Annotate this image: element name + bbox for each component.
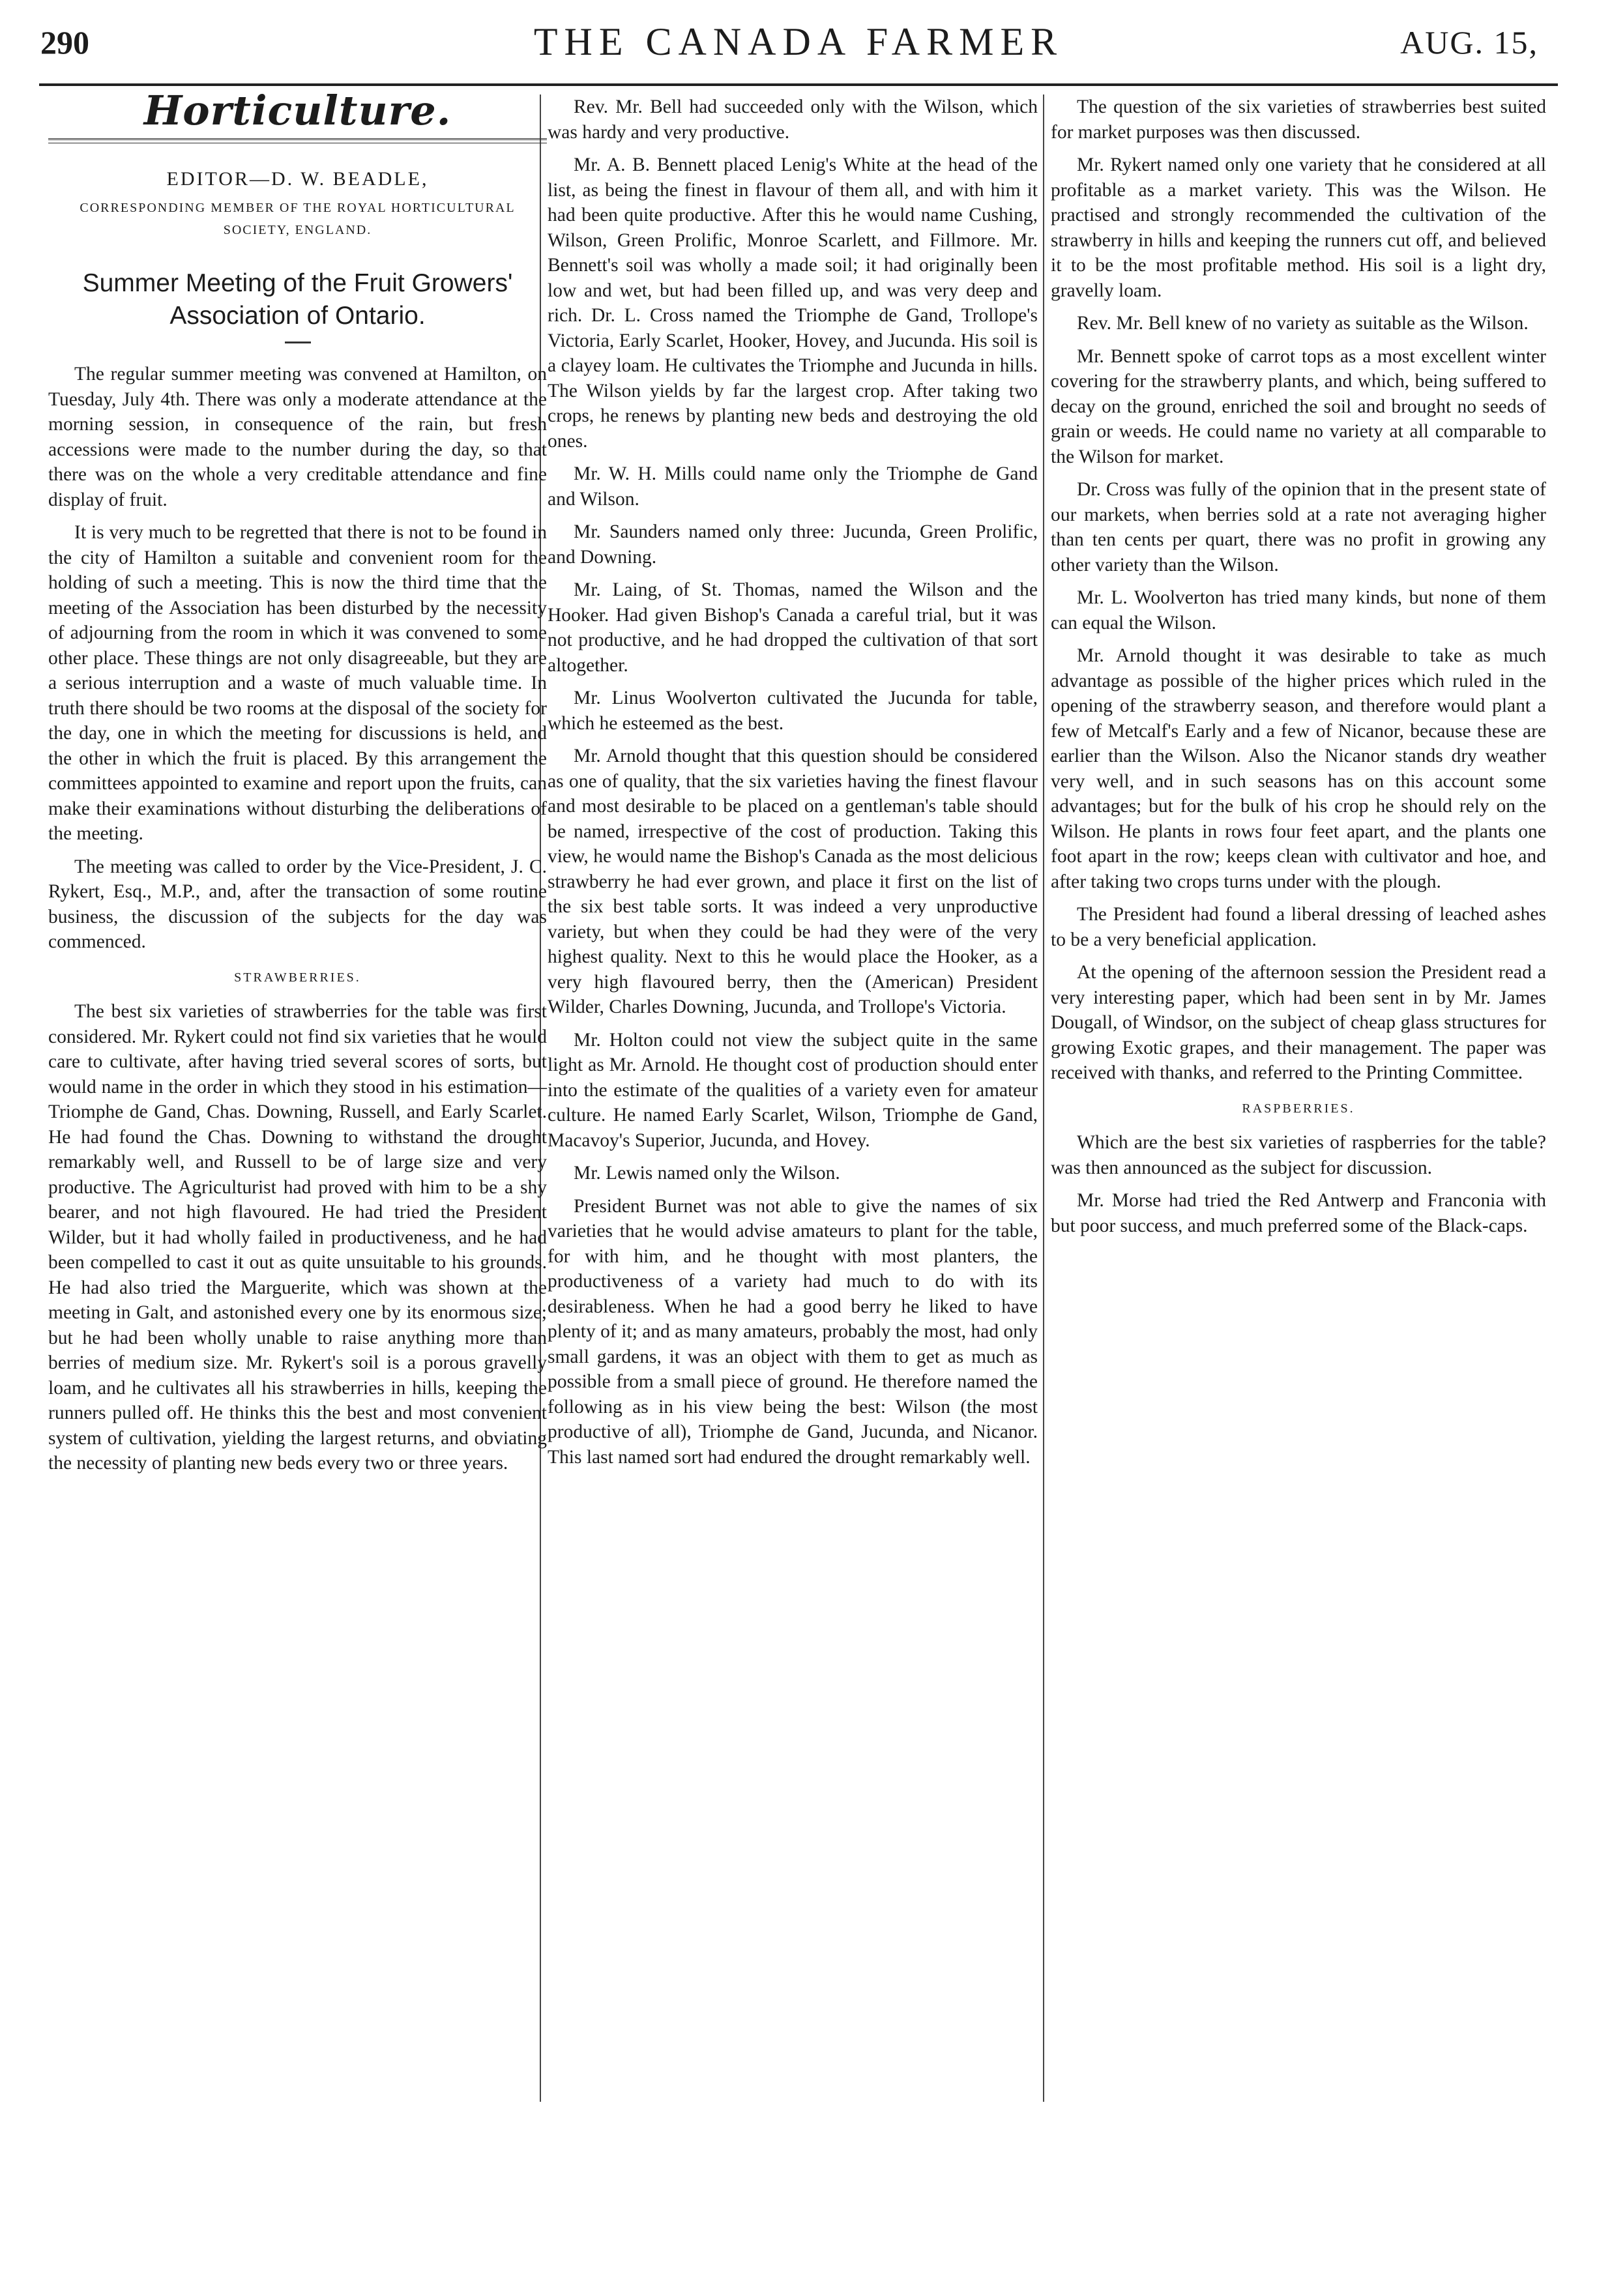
page-header (0, 0, 1597, 78)
paragraph: The best six varieties of strawberries for the table was first considered. Mr. Rykert could not find six varieties that he would care to cultivate, after having tried several scores of sorts, but would name in the order in which they stood in his estimation—Triomphe de Gand, Chas. Downing, Russell, and Early Scarlet. He had found the Chas. Downing to withstand the drought remarkably well, and Russell to be of large size and very productive. The Agriculturist had proved with him to be a shy bearer, and not high flavoured. He had tried the President Wilder, but it had wholly failed in productiveness, and he had been compelled to cast it out as quite unsuitable to his grounds. He had also tried the Marguerite, which was shown at the meeting in Galt, and astonished every one by its enormous size; but he had been wholly unable to raise anything more than berries of medium size. Mr. Rykert's soil is a porous gravelly loam, and he cultivates all his strawberries in hills, keeping the runners pulled off. He thinks this the best and most convenient system of cultivation, yielding the largest returns, and obviating the necessity of planting new beds every two or three years. (48, 1001, 547, 1474)
paragraph: Mr. Rykert named only one variety that he considered at all profitable as a market variety. This was the Wilson. He practised and strongly recommended the cultivation of the strawberry in hills and keeping the runners cut off, and believed it to be the most profitable method. His soil is a light dry, gravelly loam. (1051, 154, 1546, 301)
paragraph: Mr. Arnold thought that this question should be considered as one of quality, that the six varieties having the finest flavour and most desirable to be placed on a gentleman's table should be named, irrespective of the cost of production. Taking this view, he would name the Bishop's Canada as the most delicious strawberry he had ever grown, and place it first on the list of the six best table sorts. It was indeed a very unproductive variety, but when they could be had they were of the very highest quality. Next to this he would place the Hooker, as a very high flavoured berry, then the (American) President Wilder, Charles Downing, Jucunda, and Trollope's Victoria. (548, 746, 1038, 1017)
editor-line: EDITOR—D. W. BEADLE, (166, 167, 429, 190)
subhead-strawberries: STRAWBERRIES. (234, 970, 361, 985)
paragraph: Mr. Laing, of St. Thomas, named the Wilson and the Hooker. Had given Bishop's Canada a careful trial, but it was not productive, and he had dropped the cultivation of that sort altogether. (548, 579, 1038, 676)
header-rule (39, 83, 1558, 86)
paragraph: Rev. Mr. Bell knew of no variety as suitable as the Wilson. (1077, 313, 1529, 334)
paragraph: Mr. Morse had tried the Red Antwerp and Franconia with but poor success, and much preferred some of the Black-caps. (1051, 1190, 1546, 1236)
editor-credit: CORRESPONDING MEMBER OF THE ROYAL HORTICULTURAL SOCIETY, ENGLAND. (80, 201, 516, 237)
paragraph: Mr. Linus Woolverton cultivated the Jucunda for table, which he esteemed as the best. (548, 688, 1038, 734)
paragraph: Mr. Saunders named only three: Jucunda, Green Prolific, and Downing. (548, 521, 1038, 568)
paragraph: At the opening of the afternoon session the President read a very interesting paper, which had been sent in by Mr. James Dougall, of Windsor, on the subject of cheap glass structures for growing Exotic grapes, and their management. The paper was received with thanks, and referred to the Printing Committee. (1051, 962, 1546, 1083)
paragraph: Mr. Lewis named only the Wilson. (574, 1163, 840, 1184)
column-1 (48, 87, 547, 1484)
paragraph: The regular summer meeting was convened at Hamilton, on Tuesday, July 4th. There was only a moderate attendance at the morning session, in consequence of the rain, but fresh accessions were made to the number during the day, so that there was on the whole a very creditable attendance and fine display of fruit. (48, 364, 547, 510)
article-title: Summer Meeting of the Fruit Growers' Association of Ontario. (82, 269, 513, 330)
paragraph: Which are the best six varieties of raspberries for the table? was then announced as the subject for discussion. (1051, 1132, 1546, 1178)
paragraph: Mr. L. Woolverton has tried many kinds, but none of them can equal the Wilson. (1051, 587, 1546, 633)
paragraph: Rev. Mr. Bell had succeeded only with the Wilson, which was hardy and very productive. (548, 96, 1038, 143)
page-number: 290 (40, 24, 89, 61)
column-divider (1043, 94, 1044, 2102)
paragraph: It is very much to be regretted that there is not to be found in the city of Hamilton a suitable and convenient room for the holding of such a meeting. This is now the third time that the meeting of the Association has been disturbed by the necessity of adjourning from the room in which it was convened to some other place. These things are not only disagreeable, but they are a serious interruption and a waste of much valuable time. In truth there should be two rooms at the disposal of the society for the day, one in which the meeting for discussions is held, and the other in which the fruit is placed. By this arrangement the committees appointed to examine and report upon the fruits, can make their examinations without disturbing the deliberations of the meeting. (48, 522, 547, 844)
subhead-raspberries: RASPBERRIES. (1242, 1101, 1355, 1116)
paragraph: Mr. W. H. Mills could name only the Triomphe de Gand and Wilson. (548, 463, 1038, 510)
paragraph: Mr. Bennett spoke of carrot tops as a most excellent winter covering for the strawberry plants, and which, being suffered to decay on the ground, enriched the soil and brought no seeds of grain or weeds. He could name no variety at all comparable to the Wilson for market. (1051, 345, 1546, 467)
column-3 (1051, 94, 1546, 1246)
title-dash (285, 341, 311, 343)
issue-date: AUG. 15, (1400, 24, 1538, 61)
department-rule (48, 138, 547, 143)
paragraph: Mr. A. B. Bennett placed Lenig's White at the head of the list, as being the finest in flavour of them all, and with him it had been quite productive. After this he would name Cushing, Wilson, Green Prolific, Monroe Scarlett, and Fillmore. Mr. Bennett's soil was wholly a made soil; it had originally been low and wet, but had been filled up, and was very deep and rich. Dr. L. Cross named the Triomphe de Gand, Trollope's Victoria, Early Scarlet, Hooker, Hovey, and Jucunda. His soil is a clayey loam. He cultivates the Triomphe and Jucunda in hills. The Wilson yields by far the largest crop. After taking two crops, he renews by planting new beds and destroying the old ones. (548, 154, 1038, 452)
paragraph: President Burnet was not able to give the names of six varieties that he would advise amateurs to plant for the table, for with him, and he thought with most planters, the productiveness of a variety had much to do with its desirableness. When he had a good berry he liked to have plenty of it; and as many amateurs, probably the most, had only small gardens, it was an object with them to get as much as possible from a small piece of ground. He therefore named the following as in his view being the best: Wilson (the most productive of all), Triomphe de Gand, Jucunda, and Nicanor. This last named sort had endured the drought remarkably well. (548, 1195, 1038, 1468)
column-2 (548, 94, 1038, 1477)
paragraph: Mr. Holton could not view the subject quite in the same light as Mr. Arnold. He thought cost of production should enter into the estimate of the qualities of a variety even for amateur culture. He named Early Scarlet, Wilson, Triomphe de Gand, Macavoy's Superior, Jucunda, and Hovey. (548, 1029, 1038, 1151)
paragraph: Mr. Arnold thought it was desirable to take as much advantage as possible of the higher prices which ruled in the opening of the strawberry season, and therefore would plant a few of Metcalf's Early and a few of Nicanor, because these are earlier than the Wilson. Also the Nicanor stands dry weather very well, and in such seasons has on this account some advantages; but for the bulk of his crop he should rely on the Wilson. He plants in rows four feet apart, and the plants one foot apart in the row; keeps clean with cultivator and hoe, and after taking two crops turns under with the plough. (1051, 645, 1546, 892)
department-title: Horticulture. (143, 87, 452, 134)
paragraph: The meeting was called to order by the Vice-President, J. C. Rykert, Esq., M.P., and, after the transaction of some routine business, the discussion of the subjects for the day was commenced. (48, 856, 547, 952)
paragraph: Dr. Cross was fully of the opinion that in the present state of our markets, when berries sold at a rate not averaging higher than ten cents per quart, there was no profit in growing any other variety than the Wilson. (1051, 479, 1546, 575)
paragraph: The President had found a liberal dressing of leached ashes to be a very beneficial application. (1051, 904, 1546, 950)
paragraph: The question of the six varieties of strawberries best suited for market purposes was then discussed. (1051, 96, 1546, 143)
masthead: THE CANADA FARMER (533, 20, 1064, 63)
